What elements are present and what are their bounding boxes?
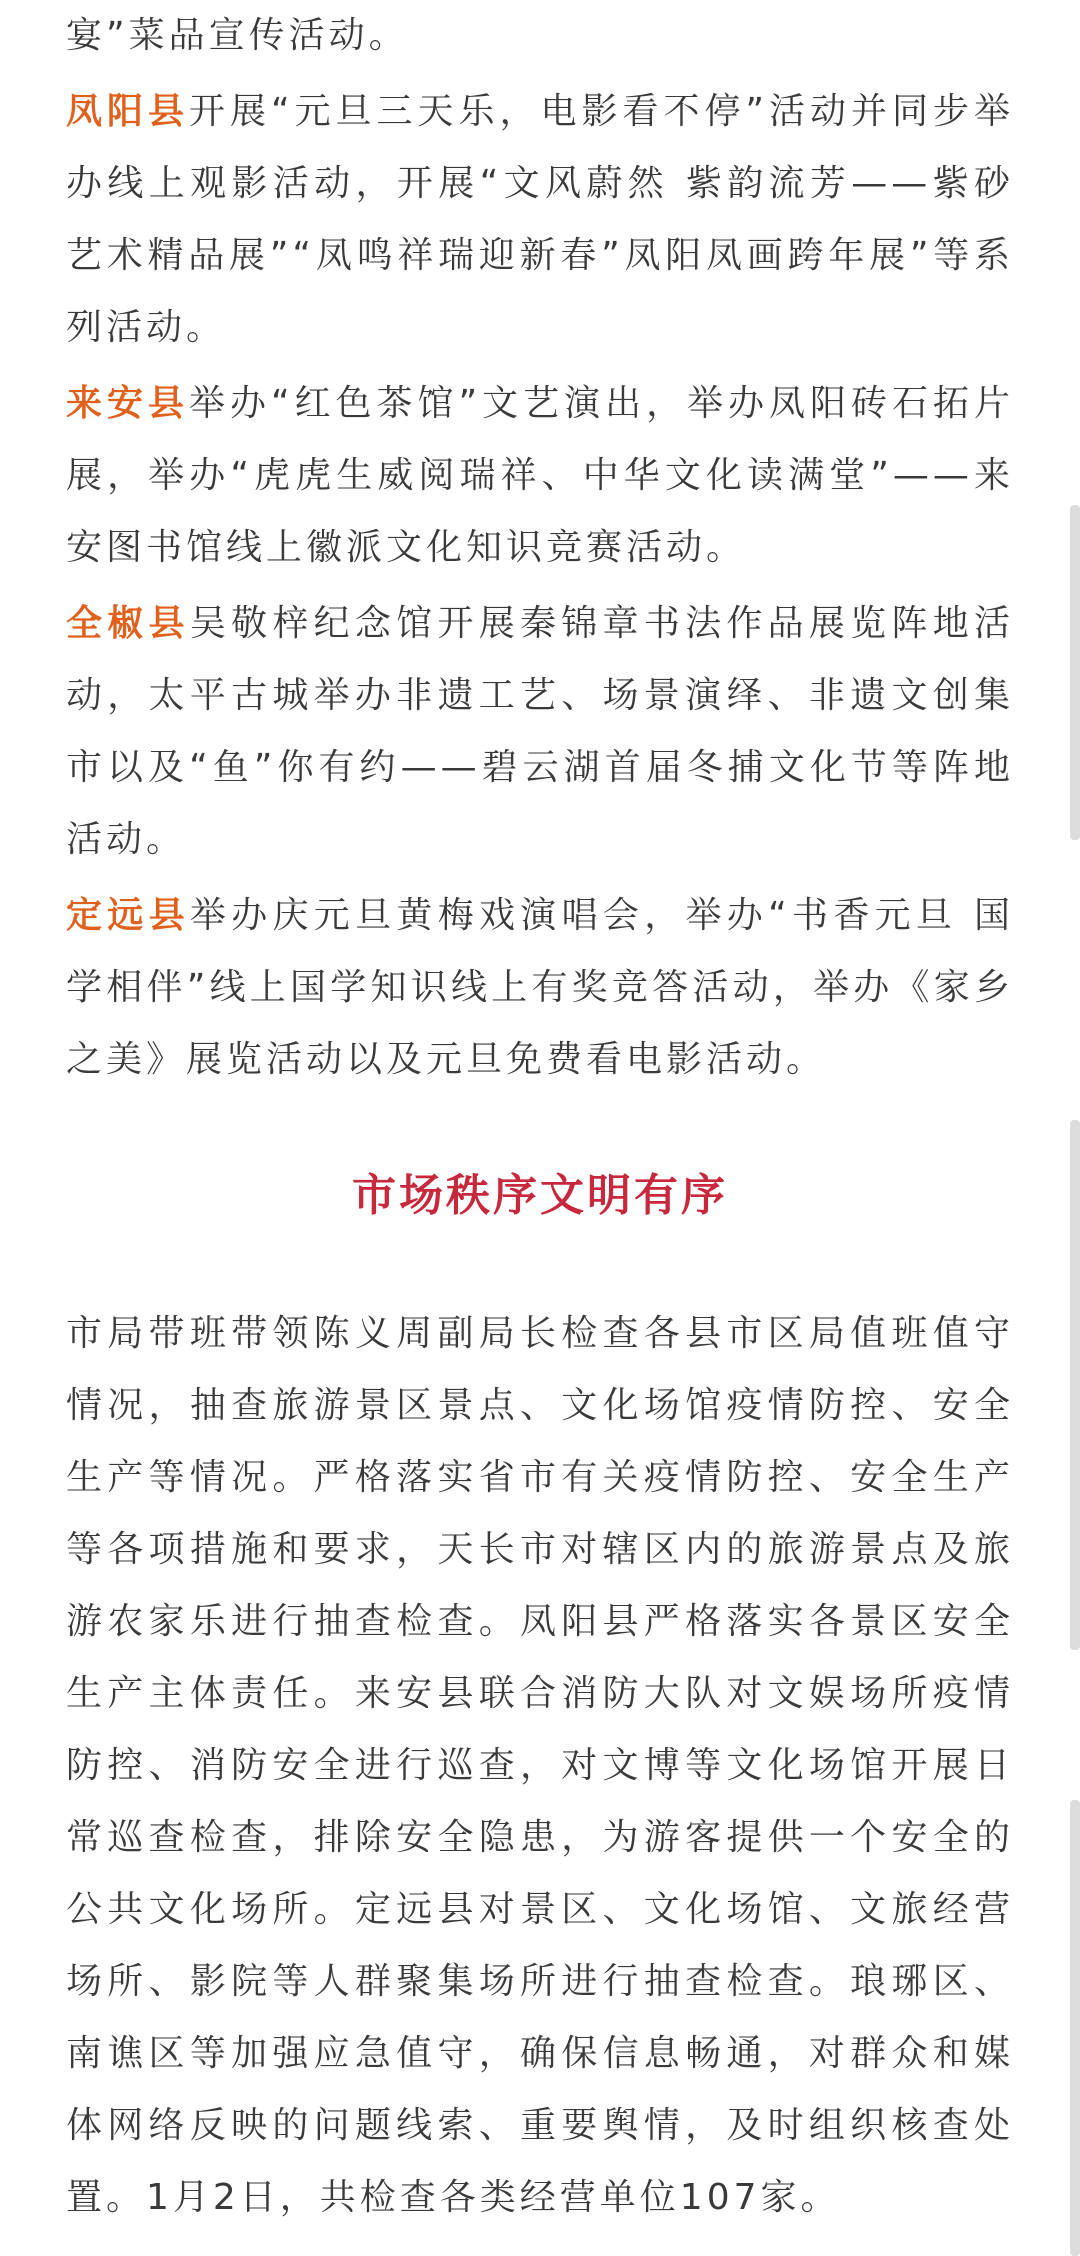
county-text: 开展“元旦三天乐，电影看不停”活动并同步举办线上观影活动，开展“文风蔚然 紫韵流芳——紫砂艺术精品展”“凤鸣祥瑞迎新春”凤阳凤画跨年展”等系列活动。: [66, 91, 1014, 348]
county-name: 来安县: [66, 383, 189, 424]
county-paragraph-quanjiao: [66, 588, 1014, 876]
scrollbar[interactable]: [1070, 1120, 1080, 1650]
county-paragraph-fengyang: [66, 76, 1014, 364]
county-name: 全椒县: [66, 603, 190, 644]
intro-tail-paragraph: 宴”菜品宣传活动。: [66, 15, 409, 56]
county-paragraph-laian: [66, 368, 1014, 584]
scrollbar[interactable]: [1070, 1800, 1080, 2256]
article-content: [66, 0, 1014, 2234]
scrollbar[interactable]: [1070, 505, 1080, 840]
county-name: 定远县: [66, 895, 190, 936]
county-text: 吴敬梓纪念馆开展秦锦章书法作品展览阵地活动，太平古城举办非遗工艺、场景演绎、非遗文创集市以及“鱼”你有约——碧云湖首届冬捕文化节等阵地活动。: [66, 603, 1014, 860]
section-body-paragraph: 市局带班带领陈义周副局长检查各县市区局值班值守情况，抽查旅游景区景点、文化场馆疫情防控、安全生产等情况。严格落实省市有关疫情防控、安全生产等各项措施和要求，天长市对辖区内的旅游景点及旅游农家乐进行抽查检查。凤阳县严格落实各景区安全生产主体责任。来安县联合消防大队对文娱场所疫情防控、消防安全进行巡查，对文博等文化场馆开展日常巡查检查，排除安全隐患，为游客提供一个安全的公共文化场所。定远县对景区、文化场馆、文旅经营场所、影院等人群聚集场所进行抽查检查。琅琊区、南谯区等加强应急值守，确保信息畅通，对群众和媒体网络反映的问题线索、重要舆情，及时组织核查处置。1月2日，共检查各类经营单位107家。: [66, 1313, 1014, 2218]
section-title: 市场秩序文明有序: [352, 1170, 728, 1221]
county-text: 举办“红色茶馆”文艺演出，举办凤阳砖石拓片展，举办“虎虎生威阅瑞祥、中华文化读满堂”——来安图书馆线上徽派文化知识竞赛活动。: [66, 383, 1014, 568]
county-paragraph-dingyuan: [66, 880, 1014, 1096]
county-text: 举办庆元旦黄梅戏演唱会，举办“书香元旦 国学相伴”线上国学知识线上有奖竞答活动，举办《家乡之美》展览活动以及元旦免费看电影活动。: [66, 895, 1014, 1080]
county-name: 凤阳县: [66, 91, 189, 132]
